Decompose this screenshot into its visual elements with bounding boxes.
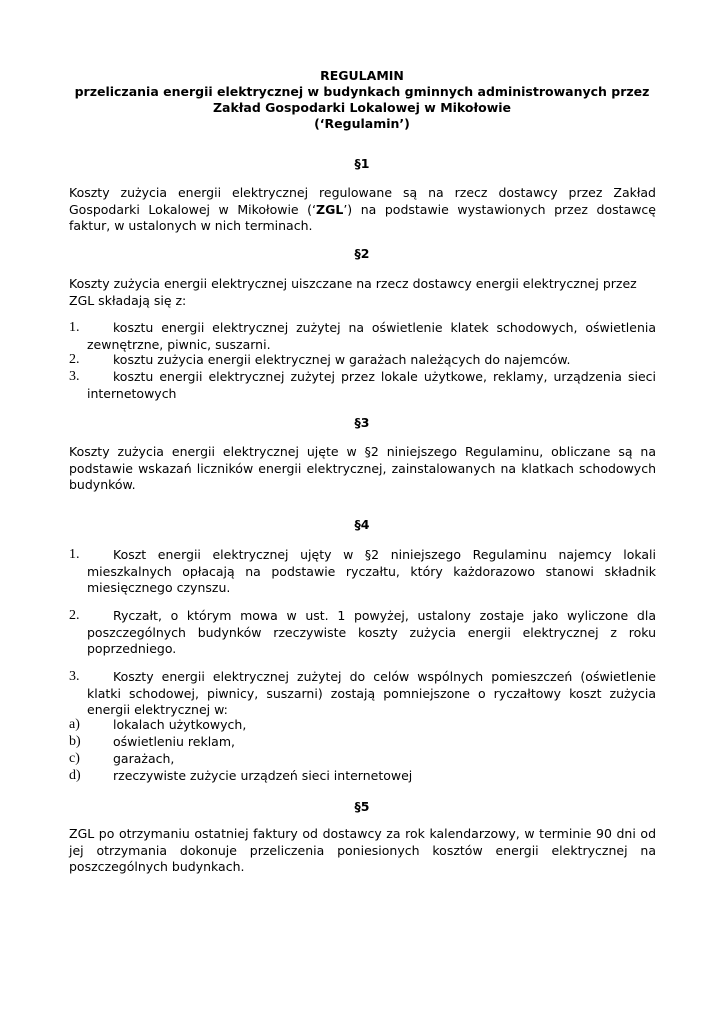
- section-5-text: ZGL po otrzymaniu ostatniej faktury od dostawcy za rok kalendarzowy, w terminie 90 dni od jej otrzymania dokonuje przeliczenia poniesionych kosztów energii elektrycznej na poszczególnych budynkach.: [69, 826, 656, 874]
- s1-text-b: ’) na podstawie wystawionych przez dostawcę faktur, w ustalonych w nich terminach.: [69, 201, 656, 233]
- title-line-3: Zakład Gospodarki Lokalowej w Mikołowie: [212, 100, 512, 115]
- section-2-intro: Koszty zużycia energii elektrycznej uiszczane na rzecz dostawcy energii elektrycznej przez ZGL składają się z:: [69, 276, 637, 308]
- list-number: 2.: [69, 608, 80, 623]
- section-3-text: Koszty zużycia energii elektrycznej ujęte w §2 niniejszego Regulaminu, obliczane są na podstawie wskazań liczników energii elektrycznej, zainstalowanych na klatkach schodowych budynków.: [69, 444, 656, 492]
- section-2-heading: §2: [354, 246, 370, 261]
- s1-text-bold: ZGL: [316, 201, 344, 217]
- list-text: kosztu zużycia energii elektrycznej w garażach należących do najemców.: [113, 352, 571, 367]
- sub-list-text: oświetleniu reklam,: [113, 734, 235, 749]
- list-item: [69, 369, 656, 402]
- s1-text-a: Koszty zużycia energii elektrycznej regulowane są na rzecz dostawcy przez Zakład Gospodarki Lokalowej w Mikołowie (‘: [69, 185, 656, 217]
- sub-list-letter: a): [69, 717, 80, 732]
- sub-list-text: garażach,: [113, 751, 175, 766]
- sub-list-letter: b): [69, 734, 81, 749]
- list-text: Koszty energii elektrycznej zużytej do celów wspólnych pomieszczeń (oświetlenie klatki schodowej, piwnicy, suszarni) zostają pomniejszone o ryczałtowy koszt zużycia energii elektrycznej w:: [87, 669, 656, 717]
- list-number: 2.: [69, 352, 80, 367]
- section-5-heading: §5: [354, 799, 370, 814]
- doc-title: [60, 68, 664, 132]
- section-3-heading: §3: [354, 415, 370, 430]
- sub-list-letter: c): [69, 751, 80, 766]
- title-line-1: REGULAMIN: [320, 68, 404, 83]
- list-number: 3.: [69, 669, 80, 684]
- list-item: [69, 352, 656, 369]
- list-item: [69, 320, 656, 353]
- list-text: Koszt energii elektrycznej ujęty w §2 niniejszego Regulaminu najemcy lokali mieszkalnych opłacają na podstawie ryczałtu, który każdorazowo stanowi składnik miesięcznego czynszu.: [87, 547, 656, 595]
- section-4-heading: §4: [354, 517, 370, 532]
- sub-list-text: lokalach użytkowych,: [113, 717, 247, 732]
- section-1-text: [69, 185, 656, 235]
- list-number: 1.: [69, 320, 80, 335]
- sub-list-letter: d): [69, 768, 81, 783]
- list-item: [69, 669, 656, 719]
- section-1-heading: §1: [354, 156, 370, 171]
- sub-list-text: rzeczywiste zużycie urządzeń sieci internetowej: [113, 768, 413, 783]
- list-text: kosztu energii elektrycznej zużytej przez lokale użytkowe, reklamy, urządzenia sieci internetowych: [87, 369, 656, 401]
- list-item: [69, 608, 656, 658]
- title-line-4: (‘Regulamin’): [314, 116, 410, 131]
- list-text: kosztu energii elektrycznej zużytej na oświetlenie klatek schodowych, oświetlenia zewnętrzne, piwnic, suszarni.: [87, 320, 656, 352]
- title-line-2: przeliczania energii elektrycznej w budynkach gminnych administrowanych przez: [74, 84, 650, 99]
- list-text: Ryczałt, o którym mowa w ust. 1 powyżej, ustalony zostaje jako wyliczone dla poszczególnych budynków rzeczywiste koszty zużycia energii elektrycznej z roku poprzedniego.: [87, 608, 656, 656]
- list-number: 1.: [69, 547, 80, 562]
- list-item: [69, 547, 656, 597]
- list-number: 3.: [69, 369, 80, 384]
